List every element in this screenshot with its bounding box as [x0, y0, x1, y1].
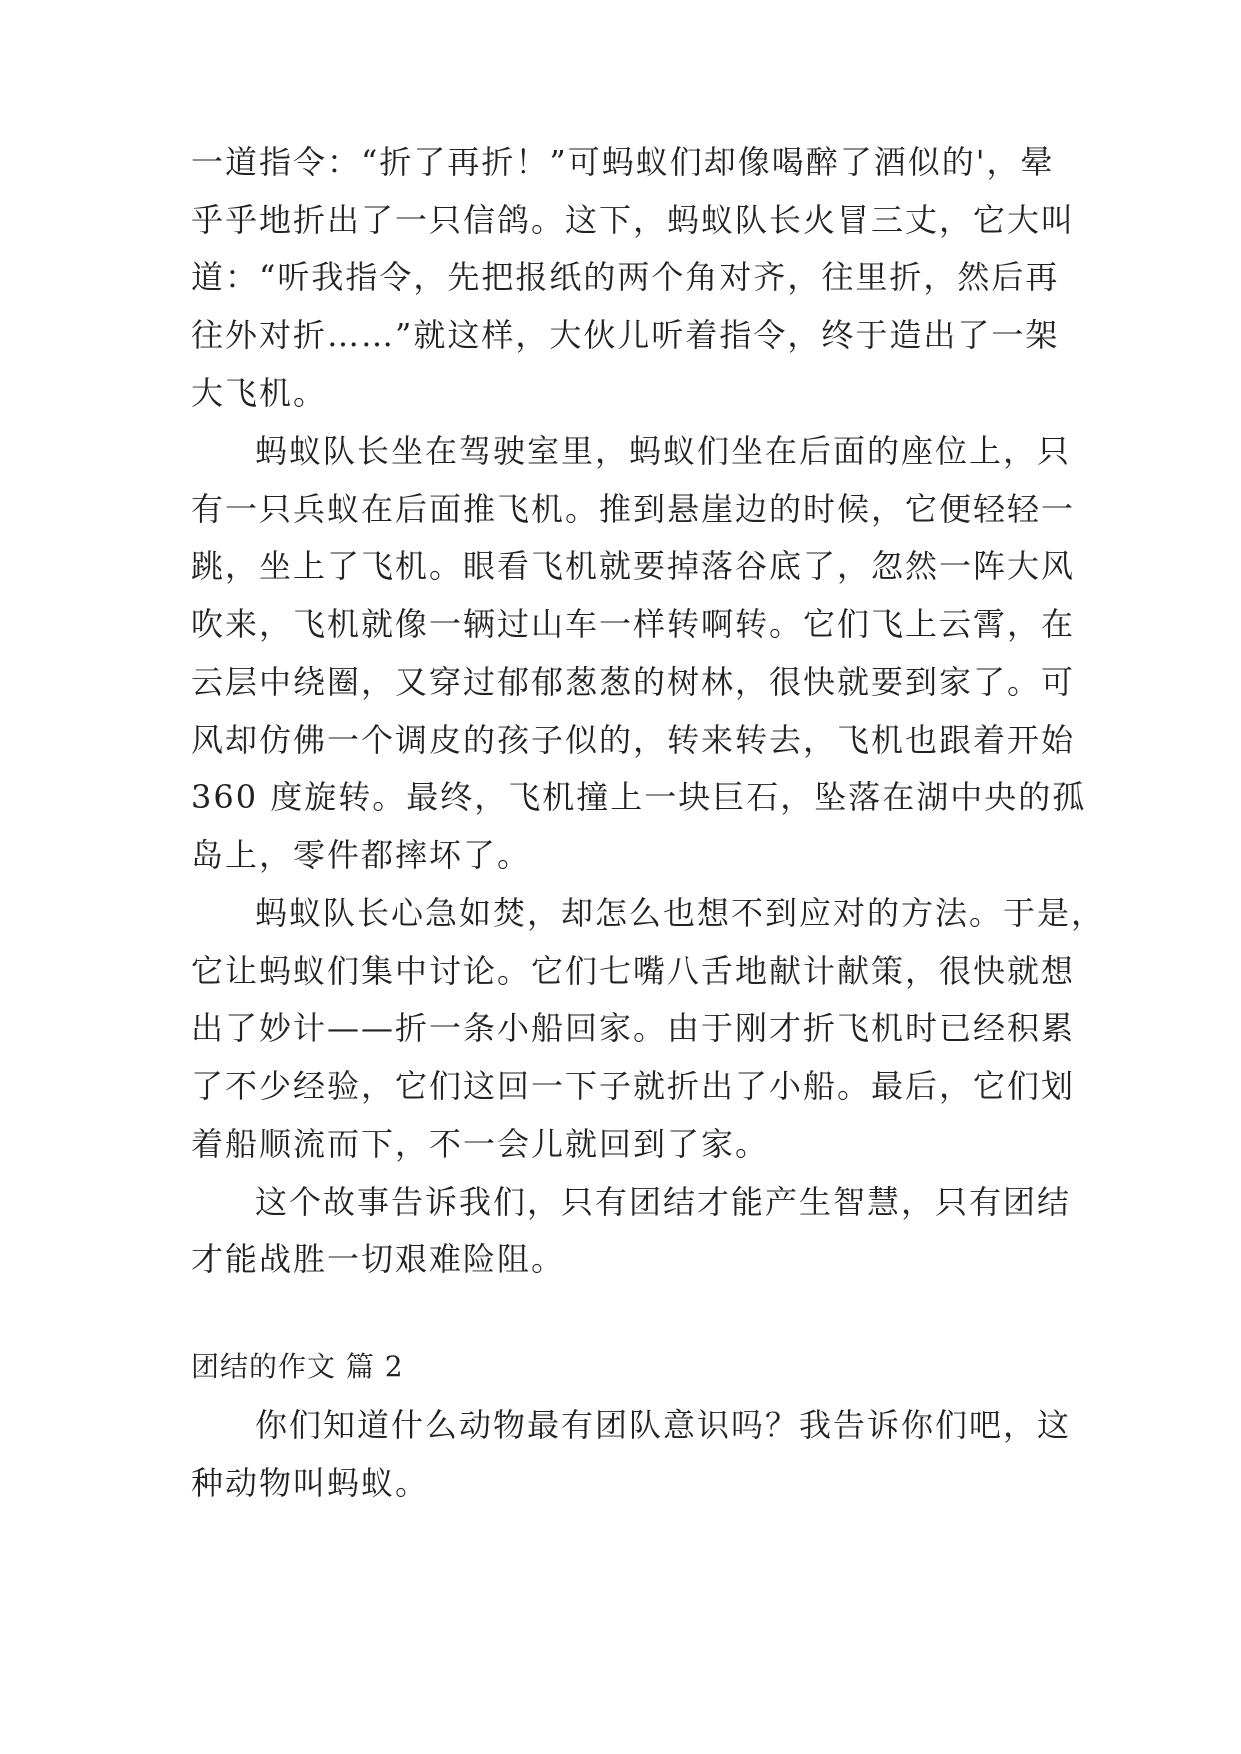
paragraph-2-line-4: 吹来，飞机就像一辆过山车一样转啊转。它们飞上云霄，在: [191, 605, 1076, 643]
paragraph-1-line-3: 道：“听我指令，先把报纸的两个角对齐，往里折，然后再: [191, 258, 1060, 296]
paragraph-1-line-2: 乎乎地折出了一只信鸽。这下，蚂蚁队长火冒三丈，它大叫: [191, 201, 1076, 239]
paragraph-4-line-1: 这个故事告诉我们，只有团结才能产生智慧，只有团结: [255, 1183, 1072, 1221]
section-paragraph-line-1: 你们知道什么动物最有团队意识吗？我告诉你们吧，这: [255, 1406, 1072, 1444]
paragraph-1-line-1: 一道指令：“折了再折！”可蚂蚁们却像喝醉了酒似的'，晕: [191, 143, 1055, 181]
paragraph-3-line-2: 它让蚂蚁们集中讨论。它们七嘴八舌地献计献策，很快就想: [191, 952, 1076, 990]
paragraph-3-line-1: 蚂蚁队长心急如焚，却怎么也想不到应对的方法。于是，: [255, 894, 1106, 932]
paragraph-2-line-7: 360 度旋转。最终，飞机撞上一块巨石，坠落在湖中央的孤: [191, 778, 1087, 816]
paragraph-2-line-5: 云层中绕圈，又穿过郁郁葱葱的树林，很快就要到家了。可: [191, 663, 1076, 701]
paragraph-2-line-1: 蚂蚁队长坐在驾驶室里，蚂蚁们坐在后面的座位上，只: [255, 432, 1072, 470]
paragraph-3-line-5: 着船顺流而下，不一会儿就回到了家。: [191, 1125, 770, 1163]
paragraph-1-line-5: 大飞机。: [191, 374, 328, 412]
section-paragraph-line-2: 种动物叫蚂蚁。: [191, 1464, 430, 1502]
paragraph-1-line-4: 往外对折……”就这样，大伙儿听着指令，终于造出了一架: [191, 316, 1060, 354]
paragraph-3-line-4: 了不少经验，它们这回一下子就折出了小船。最后，它们划: [191, 1067, 1076, 1105]
paragraph-2-line-8: 岛上，零件都摔坏了。: [191, 836, 532, 874]
paragraph-2-line-3: 跳，坐上了飞机。眼看飞机就要掉落谷底了，忽然一阵大风: [191, 547, 1076, 585]
section-heading: 团结的作文 篇 2: [191, 1350, 404, 1383]
paragraph-3-line-3: 出了妙计——折一条小船回家。由于刚才折飞机时已经积累: [191, 1009, 1076, 1047]
paragraph-2-line-2: 有一只兵蚁在后面推飞机。推到悬崖边的时候，它便轻轻一: [191, 490, 1076, 528]
paragraph-4-line-2: 才能战胜一切艰难险阻。: [191, 1240, 566, 1278]
paragraph-2-line-6: 风却仿佛一个调皮的孩子似的，转来转去，飞机也跟着开始: [191, 721, 1076, 759]
